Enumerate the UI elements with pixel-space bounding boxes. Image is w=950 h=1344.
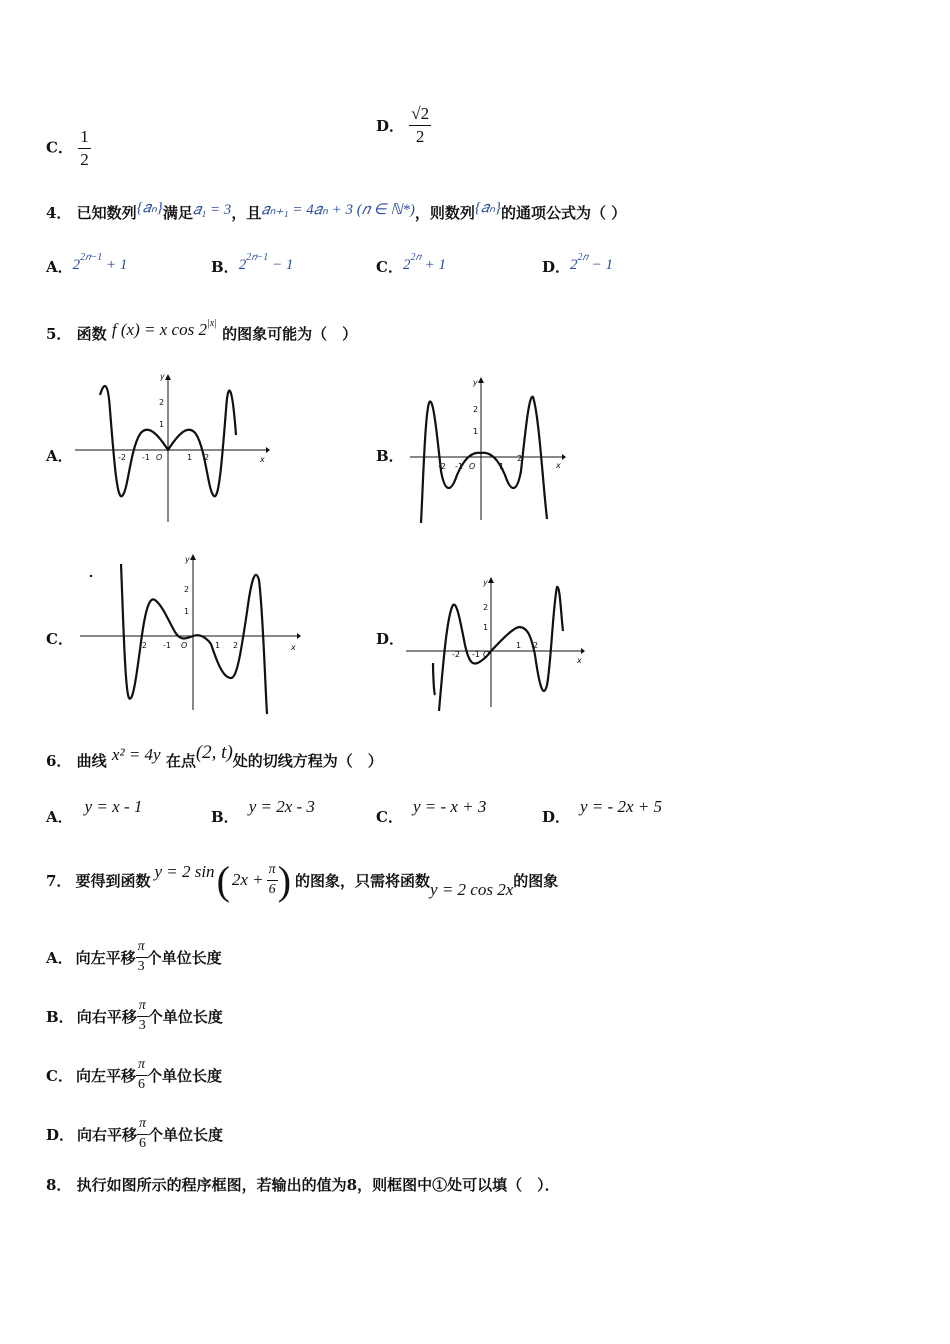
option-label: C．	[46, 138, 73, 157]
origin-label: O	[156, 453, 163, 462]
fraction: $\frac{√2}{2}$	[411, 104, 430, 146]
tick-label: -2	[452, 650, 460, 659]
tick-label: 2	[517, 454, 523, 463]
q4-option-a[interactable]: A．$2^{2𝑛-1} + 1$	[46, 252, 128, 276]
y-axis-arrow	[165, 374, 171, 380]
tick-label: -1	[142, 453, 150, 462]
q6-option-b[interactable]: B．y = 2x - 3	[211, 797, 315, 826]
y-axis-arrow	[190, 554, 196, 560]
fraction: $\frac{1}{2}$	[80, 127, 89, 169]
tick-label: 1	[473, 427, 479, 436]
q7-option-b[interactable]: B． 向右平移 $\frac{\pi}{3}$ 个单位长度	[46, 998, 223, 1033]
question-number: 5．	[46, 325, 72, 343]
fraction: $\frac{\pi}{6}$	[268, 861, 276, 897]
x-axis-arrow	[266, 447, 270, 453]
x-axis-arrow	[562, 454, 566, 460]
q7-option-a[interactable]: A． 向左平移 $\frac{\pi}{3}$ 个单位长度	[46, 939, 222, 974]
q5-option-a[interactable]: A．	[46, 447, 73, 465]
sequence-symbol: {𝑎ₙ}	[136, 200, 163, 216]
fraction: $\frac{\pi}{3}$	[137, 939, 145, 974]
tick-label: 1	[159, 420, 165, 429]
question-number: 4．	[46, 204, 72, 222]
tick-label: 1	[215, 641, 221, 650]
origin-label: O	[469, 462, 476, 471]
question-number: 6．	[46, 752, 72, 770]
question-number: 7．	[46, 871, 72, 890]
graph-a[interactable]	[70, 370, 270, 530]
tick-label: -2	[438, 462, 446, 471]
q6-option-d[interactable]: D．y = - 2x + 5	[542, 797, 662, 826]
tick-label: 1	[499, 462, 505, 471]
question-4-stem: 4． 已知数列{𝑎ₙ}满足𝑎₁ = 3，且𝑎ₙ₊₁ = 4𝑎ₙ + 3 (𝑛 ∈ ℕ*)，则数列{𝑎ₙ}的通项公式为（ ）	[46, 200, 627, 222]
graph-d[interactable]	[403, 575, 588, 715]
q7-option-d[interactable]: D． 向右平移 $\frac{\pi}{6}$ 个单位长度	[46, 1116, 224, 1151]
function-curve	[421, 397, 547, 523]
question-6-stem: 6． 曲线 x² = 4y 在点(2, t)处的切线方程为（ ）	[46, 742, 383, 770]
recurrence: 𝑎ₙ₊₁ = 4𝑎ₙ + 3 (𝑛 ∈ ℕ*)	[261, 202, 415, 218]
x-axis-arrow	[581, 648, 585, 654]
right-paren: )	[277, 857, 292, 903]
tick-label: 2	[184, 585, 190, 594]
y-axis-label: y	[160, 372, 165, 381]
q4-option-d[interactable]: D．$2^{2𝑛} - 1$	[542, 252, 614, 276]
q7-option-c[interactable]: C． 向左平移 $\frac{\pi}{6}$ 个单位长度	[46, 1057, 222, 1092]
q6-option-c[interactable]: C．y = - x + 3	[376, 797, 487, 826]
tick-label: 1	[187, 453, 193, 462]
tick-label: 2	[483, 603, 489, 612]
x-axis-label: x	[556, 461, 561, 470]
function-curve	[439, 587, 563, 711]
q4-option-b[interactable]: B．$2^{2𝑛-1} - 1$	[211, 252, 294, 276]
q5-option-c[interactable]: C．	[46, 630, 73, 648]
origin-label: O	[181, 641, 188, 650]
tick-label: -2	[118, 453, 126, 462]
y-axis-arrow	[488, 577, 494, 583]
q3-option-c[interactable]	[46, 128, 91, 169]
stray-dot	[90, 575, 92, 577]
fraction: $\frac{\pi}{3}$	[138, 998, 146, 1033]
x-axis-label: x	[577, 656, 582, 665]
function-curve-left	[433, 663, 435, 695]
fraction: $\frac{\pi}{6}$	[139, 1116, 147, 1151]
function-expression: f (x) = x $\cos 2^{|x|}$	[111, 318, 217, 339]
tick-label: -2	[139, 641, 147, 650]
option-label: D．	[376, 116, 405, 135]
point: (2, t)	[195, 742, 233, 763]
fraction: $\frac{\pi}{6}$	[137, 1057, 145, 1092]
q5-option-b[interactable]: B．	[376, 447, 404, 465]
graph-c[interactable]	[75, 552, 305, 717]
question-7-stem: 7． 要得到函数 y = 2 sin ( 2x + $\frac{\pi}{6}$ ) 的图象，只需将函数 y = 2 cos 2x 的图象	[46, 857, 559, 903]
target-function: y = 2 sin	[154, 862, 215, 881]
q4-option-c[interactable]: C．$2^{2𝑛} + 1$	[376, 252, 446, 276]
tick-label: -1	[455, 462, 463, 471]
question-8-stem: 8． 执行如图所示的程序框图，若输出的值为8，则框图中①处可以填（ ）．	[46, 1176, 560, 1194]
tick-label: 2	[473, 405, 479, 414]
x-axis-arrow	[297, 633, 301, 639]
tick-label: 2	[533, 641, 539, 650]
x-axis-label: x	[291, 643, 296, 652]
q5-option-d[interactable]: D．	[376, 630, 405, 648]
sequence-symbol: {𝑎ₙ}	[474, 200, 501, 216]
origin-label: O	[483, 650, 490, 659]
y-axis-label: y	[185, 555, 190, 564]
curve-equation: x² = 4y	[111, 745, 161, 764]
left-paren: (	[216, 857, 230, 903]
y-axis-label: y	[483, 578, 488, 587]
q6-option-a[interactable]: A．y = x - 1	[46, 797, 143, 826]
graph-b[interactable]	[405, 375, 570, 525]
tick-label: 1	[184, 607, 190, 616]
tick-label: 2	[159, 398, 165, 407]
y-axis-label: y	[473, 378, 478, 387]
initial-term: 𝑎₁ = 3	[192, 202, 232, 218]
tick-label: 2	[204, 453, 210, 462]
tick-label: 1	[483, 623, 489, 632]
source-function: y = 2 cos 2x	[430, 880, 514, 899]
q3-option-d[interactable]	[376, 105, 431, 146]
tick-label: -1	[472, 650, 480, 659]
question-number: 8．	[46, 1176, 72, 1194]
question-5-stem: 5． 函数 f (x) = x $\cos 2^{|x|}$ 的图象可能为（ ）	[46, 318, 358, 343]
function-curve	[121, 564, 267, 714]
tick-label: 1	[516, 641, 522, 650]
y-axis-arrow	[478, 377, 484, 383]
x-axis-label: x	[260, 455, 265, 464]
tick-label: -1	[163, 641, 171, 650]
tick-label: 2	[233, 641, 239, 650]
